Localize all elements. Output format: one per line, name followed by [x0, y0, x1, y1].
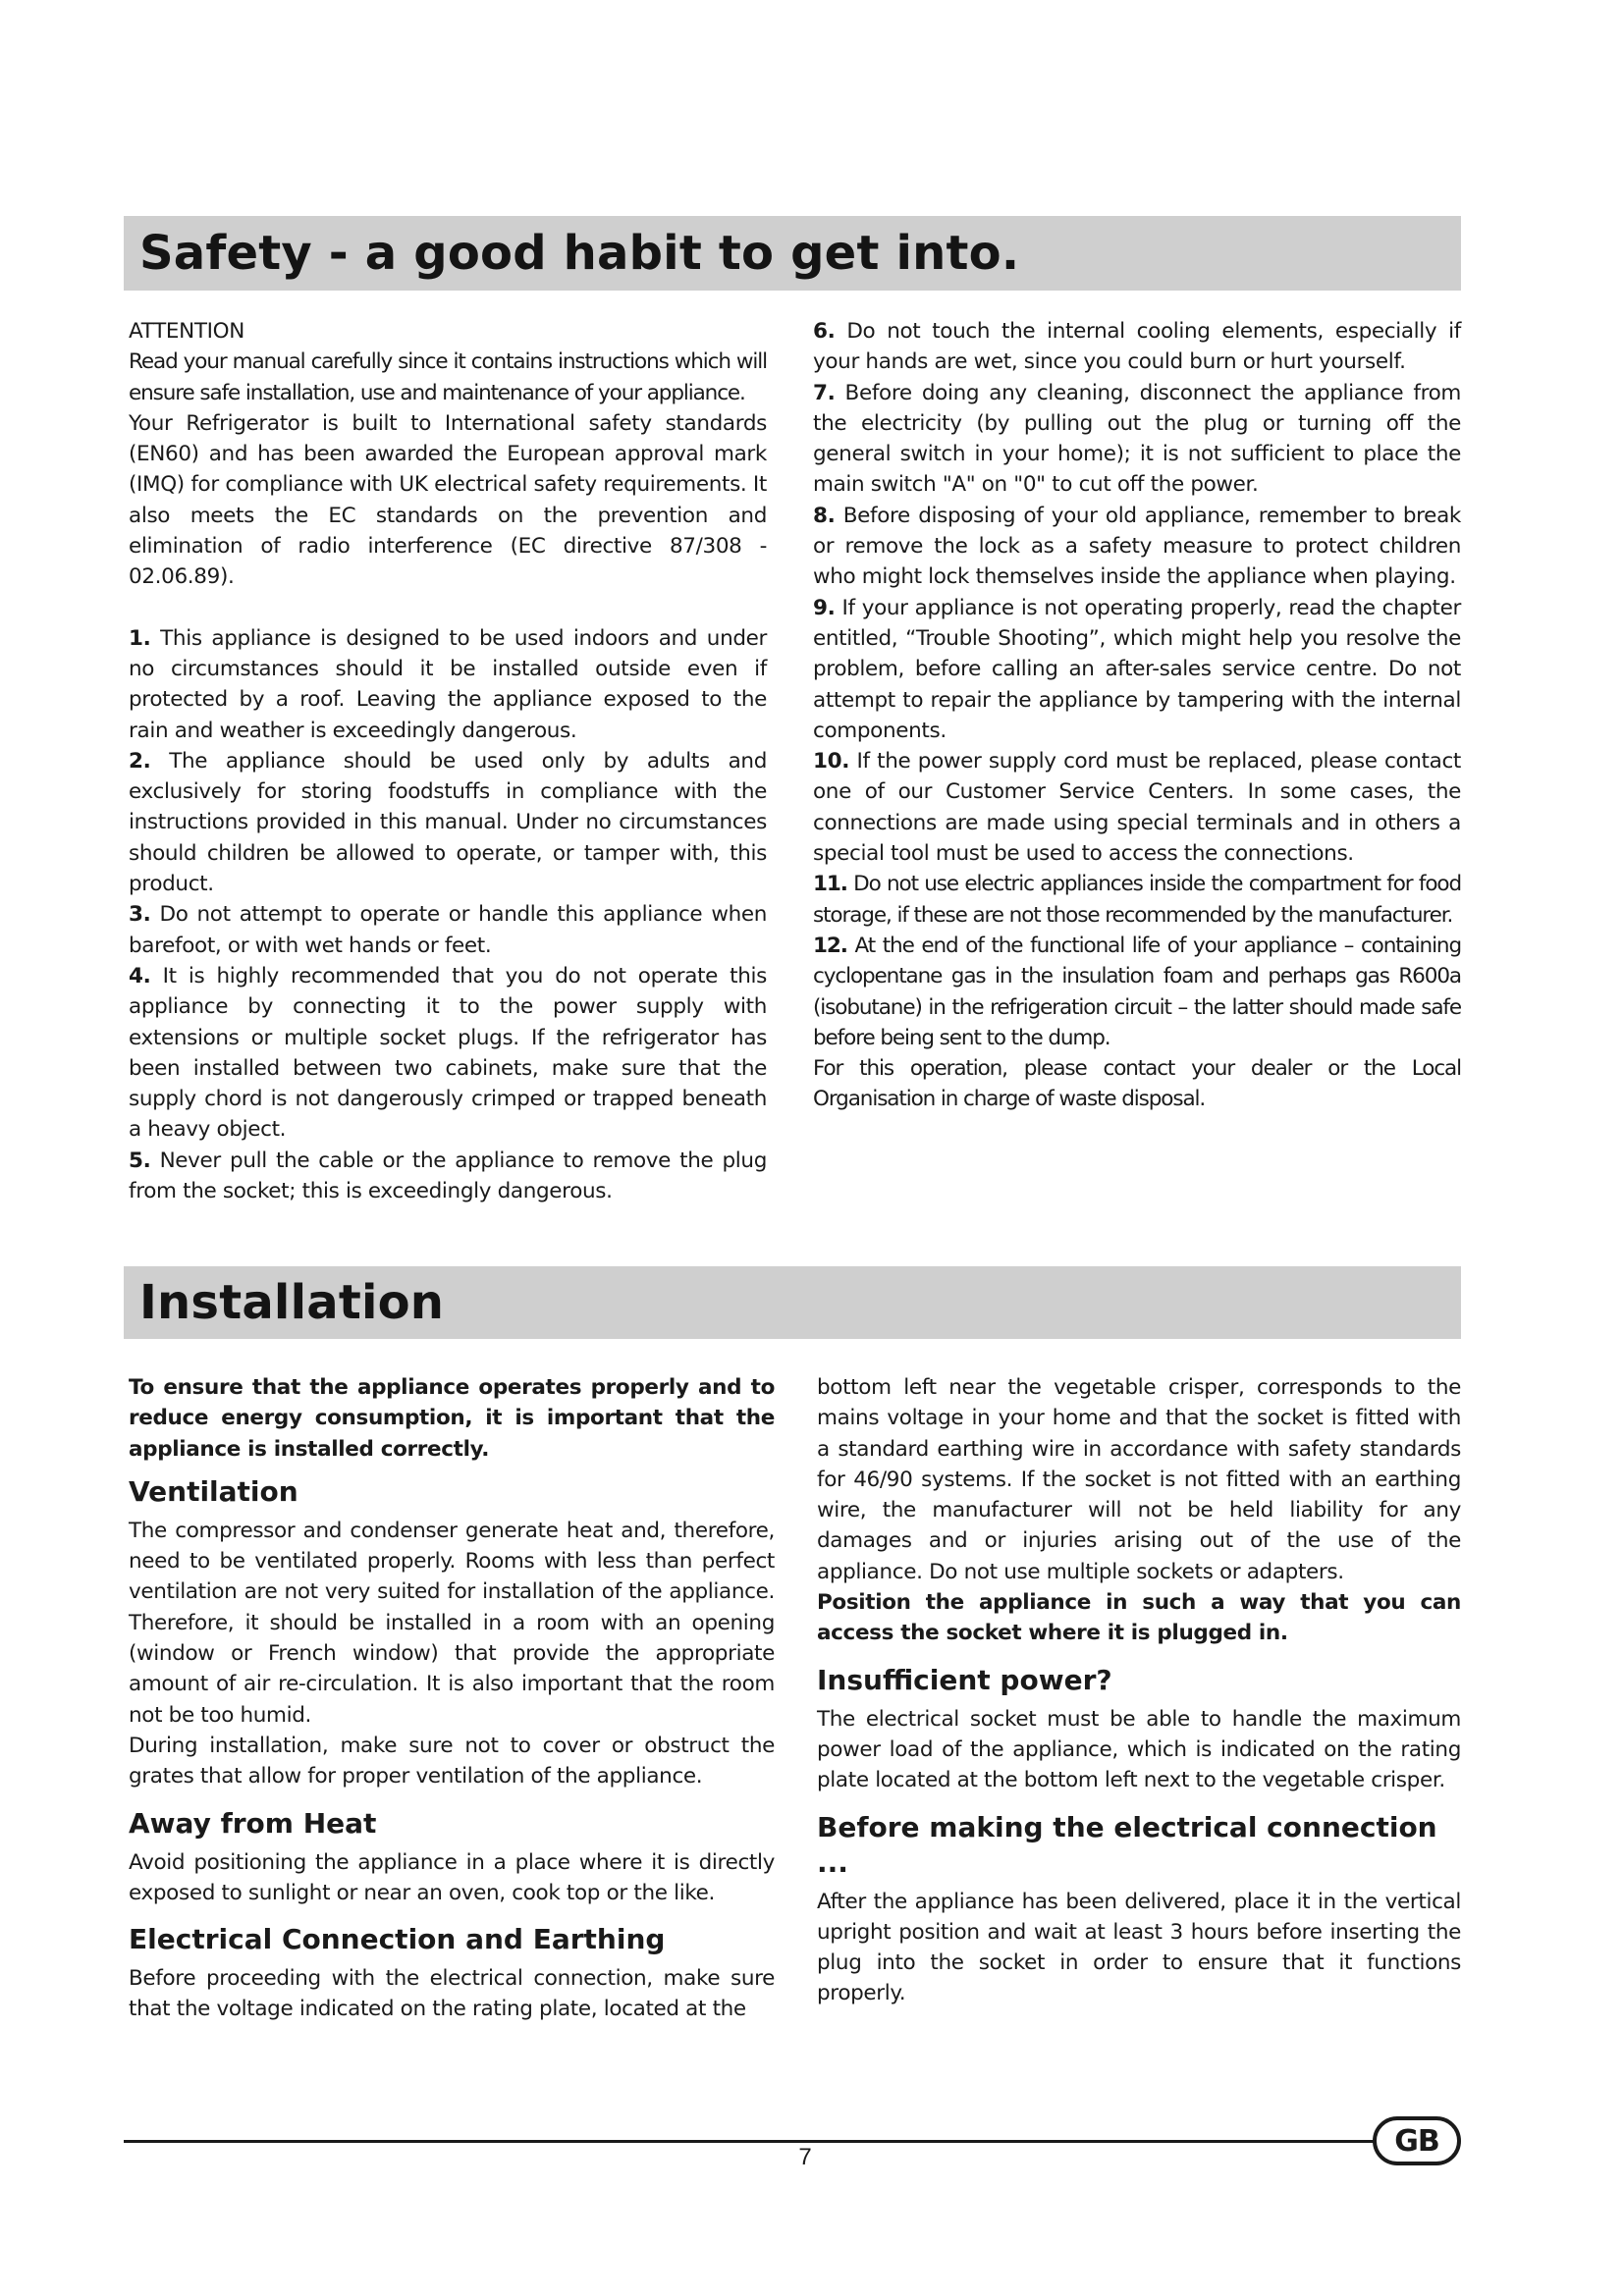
ventilation-paragraph-1: The compressor and condenser generate heat and, therefore, need to be ventilated properly. Rooms with less than perfect ventilation are not very suited for installation of the appliance. Therefore, it should be installed in a room with an opening (window or French window) that provide the appropriate amount of air re-circulation. It is also important that the room not be too humid. — [129, 1518, 775, 1728]
safety-item-2: 2. The appliance should be used only by adults and exclusively for storing foodstuffs in compliance with the instructions provided in this manual. Under no circumstances should children be allowed to operate, or tamper with, this product. — [129, 748, 768, 897]
electrical-paragraph-continued: bottom left near the vegetable crisper, corresponds to the mains voltage in your home and that the socket is fitted with a standard earthing wire in accordance with safety standards for 46/90 systems. If the socket is not fitted with an earthing wire, the manufacturer will not be held liability for any damages and or injuries arising out of the use of the appliance. Do not use multiple sockets or adapters. — [817, 1375, 1461, 1584]
heat-heading: Away from Heat — [129, 1806, 377, 1840]
safety-item-7: 7. Before doing any cleaning, disconnect the appliance from the electricity (by pulling out the plug or turning off the general switch in your home); it is not sufficient to place the main switch "A" on "0" to cut off the power. — [813, 380, 1461, 498]
safety-section-banner — [124, 216, 1461, 291]
ventilation-paragraph-2: During installation, make sure not to cover or obstruct the grates that allow for proper ventilation of the appliance. — [129, 1733, 775, 1789]
safety-right-column — [813, 316, 1461, 1115]
safety-item-1: 1. This appliance is designed to be used indoors and under no circumstances should it be installed outside even if protected by a roof. Leaving the appliance exposed to the rain and weather is exceedingly dangerous. — [129, 625, 768, 743]
installation-title: Installation — [139, 1275, 445, 1330]
installation-section-banner — [124, 1266, 1461, 1339]
safety-closing: For this operation, please contact your dealer or the Local Organisation in charge of waste disposal. — [813, 1056, 1461, 1112]
attention-label: ATTENTION — [129, 319, 244, 344]
gb-country-badge: GB — [1373, 2116, 1461, 2165]
safety-item-6: 6. Do not touch the internal cooling elements, especially if your hands are wet, since you could burn or hurt yourself. — [813, 319, 1462, 375]
safety-item-3: 3. Do not attempt to operate or handle this appliance when barefoot, or with wet hands or feet. — [129, 902, 767, 958]
electrical-bold-note: Position the appliance in such a way that you can access the socket where it is plugged in. — [817, 1590, 1461, 1646]
power-paragraph: The electrical socket must be able to handle the maximum power load of the appliance, which is indicated on the rating plate located at the bottom left next to the vegetable crisper. — [817, 1706, 1461, 1793]
safety-left-column — [129, 316, 767, 1206]
intro-paragraph-2: Your Refrigerator is built to International safety standards (EN60) and has been awarded the European approval mark (IMQ) for compliance with UK electrical safety requirements. It also meets the EC standards on the prevention and elimination of radio interference (EC directive 87/308 - 02.06.89). — [129, 410, 767, 590]
safety-item-10: 10. If the power supply cord must be replaced, please contact one of our Customer Service Centers. In some cases, the connections are made using special terminals and in others a special tool must be used to access the connections. — [813, 749, 1462, 867]
safety-item-5: 5. Never pull the cable or the appliance to remove the plug from the socket; this is exceedingly dangerous. — [129, 1148, 767, 1204]
safety-item-4: 4. It is highly recommended that you do not operate this appliance by connecting it to the power supply with extensions or multiple socket plugs. If the refrigerator has been installed between two cabinets, make sure that the supply chord is not dangerously crimped or trapped beneath a heavy object. — [129, 963, 768, 1143]
installation-left-column — [129, 1372, 775, 2025]
safety-item-8: 8. Before disposing of your old appliance, remember to break or remove the lock as a safety measure to protect children who might lock themselves inside the appliance when playing. — [813, 503, 1461, 590]
intro-paragraph-1: Read your manual carefully since it contains instructions which will ensure safe installation, use and maintenance of your appliance. — [129, 349, 767, 405]
electrical-heading: Electrical Connection and Earthing — [129, 1923, 666, 1956]
safety-item-12: 12. At the end of the functional life of your appliance – containing cyclopentane gas in the insulation foam and perhaps gas R600a (isobutane) in the refrigeration circuit – the latter should made safe before being sent to the dump. — [813, 933, 1462, 1050]
installation-lead: To ensure that the appliance operates properly and to reduce energy consumption, it is important that the appliance is installed correctly. — [129, 1375, 775, 1462]
safety-item-11: 11. Do not use electric appliances inside the compartment for food storage, if these are not those recommended by the manufacturer. — [813, 872, 1462, 928]
installation-right-column — [817, 1372, 1461, 2009]
electrical-paragraph-start: Before proceeding with the electrical connection, make sure that the voltage indicated on the rating plate, located at the — [129, 1966, 775, 2022]
ventilation-heading: Ventilation — [129, 1474, 298, 1508]
safety-item-9: 9. If your appliance is not operating properly, read the chapter entitled, “Trouble Shooting”, which might help you resolve the problem, before calling an after-sales service centre. Do not attempt to repair the appliance by tampering with the internal components. — [813, 595, 1462, 743]
before-connection-heading: Before making the electrical connection ... — [817, 1810, 1437, 1879]
page-number: 7 — [798, 2144, 812, 2170]
heat-paragraph: Avoid positioning the appliance in a place where it is directly exposed to sunlight or near an oven, cook top or the like. — [129, 1849, 775, 1905]
before-connection-paragraph: After the appliance has been delivered, place it in the vertical upright position and wait at least 3 hours before inserting the plug into the socket in order to ensure that it functions properly. — [817, 1889, 1461, 2006]
safety-title: Safety - a good habit to get into. — [139, 226, 1020, 281]
footer-rule — [124, 2140, 1377, 2143]
power-heading: Insufficient power? — [817, 1663, 1112, 1696]
